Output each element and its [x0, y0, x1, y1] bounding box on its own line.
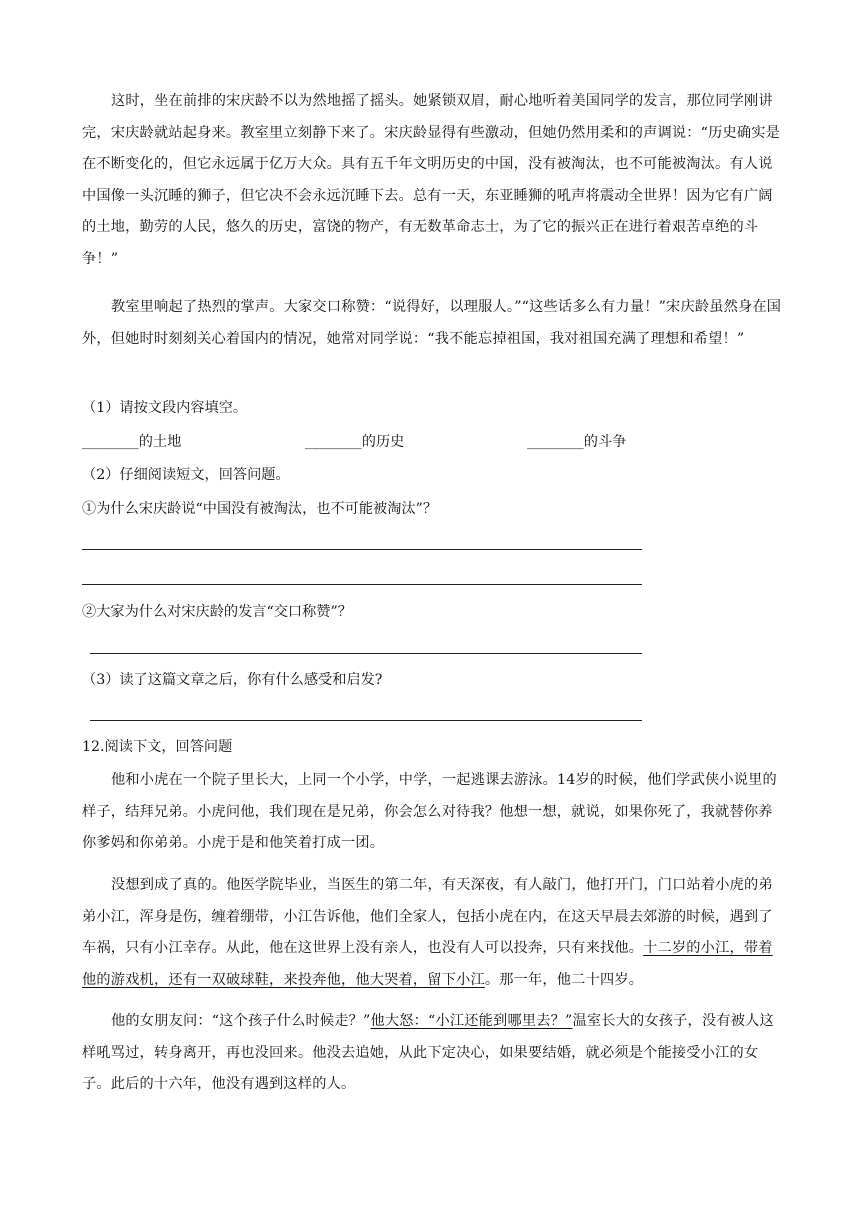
fill-blank-1[interactable]: [82, 431, 181, 451]
story-paragraph-1: 他和小虎在一个院子里长大，上同一个小学，中学，一起逃课去游泳。14岁的时候，他们学武侠小说里的样子，结拜兄弟。小虎问他，我们现在是兄弟，你会怎么对待我？他想一想，就说，如果你死了，我就替你养你爹妈和你弟弟。小虎于是和他笑着打成一团。: [82, 772, 777, 851]
blank-line[interactable]: ________: [305, 434, 362, 450]
answer-line[interactable]: [90, 653, 642, 654]
passage-paragraph-1: 这时，坐在前排的宋庆龄不以为然地摇了摇头。她紧锁双眉，耐心地听着美国同学的发言，那位同学刚讲完，宋庆龄就站起身来。教室里立刻静下来了。宋庆龄显得有些激动，但她仍然用柔和的声调说：“历史确实是在不断变化的，但它永远属于亿万大众。具有五千年文明历史的中国，没有被淘汰，也不可能被淘汰。有人说中国像一头沉睡的狮子，但它决不会永远沉睡下去。总有一天，东亚睡狮的吼声将震动全世界！因为它有广阔的土地，勤劳的人民，悠久的历史，富饶的物产，有无数革命志士，为了它的振兴正在进行着艰苦卓绝的斗争！”: [82, 93, 781, 267]
fill-blank-3[interactable]: [527, 431, 626, 451]
fill-label-2: 的历史: [361, 434, 405, 450]
underlined-sentence-1: 十二岁的小江，带着他的游戏机，还有一双破球鞋，来投奔他，他大哭着，留下小江: [82, 940, 773, 988]
blank-line[interactable]: ________: [82, 434, 139, 450]
question-2a: ①为什么宋庆龄说“中国没有被淘汰，也不可能被淘汰”？: [82, 501, 438, 517]
question-2b: ②大家为什么对宋庆龄的发言“交口称赞”？: [82, 604, 352, 620]
answer-line[interactable]: [82, 584, 642, 585]
story-paragraph-3: [82, 1006, 782, 1101]
question-1-prompt: （1）请按文段内容填空。: [82, 400, 248, 416]
story-paragraph-2: [82, 870, 782, 996]
story-paragraph-3-text: 他的女朋友问：“这个孩子什么时候走？”: [111, 1013, 371, 1029]
story-paragraph-2-end: 。那一年，他二十四岁。: [484, 971, 644, 988]
answer-line[interactable]: [82, 549, 642, 550]
underlined-sentence-2: 他大怒：“小江还能到哪里去？”: [370, 1013, 573, 1029]
section-12-heading: 12.阅读下文，回答问题: [82, 739, 233, 755]
question-3-prompt: （3）读了这篇文章之后，你有什么感受和启发?: [82, 672, 383, 688]
story-paragraph-3-end: 温室长大的女孩子，没有被人这样吼骂过，转身离开，再也没回来。他没去追她，从此下定决心，如果要结婚，就必须是个能接受小江的女子。此后的十六年，他没有遇到这样的人。: [82, 1013, 774, 1092]
fill-blank-2[interactable]: [305, 431, 404, 451]
fill-label-1: 的土地: [138, 434, 182, 450]
question-2-prompt: （2）仔细阅读短文，回答问题。: [82, 467, 290, 483]
answer-line[interactable]: [90, 720, 642, 721]
story-paragraph-2-text: 没想到成了真的。他医学院毕业，当医生的第二年，有天深夜，有人敲门，他打开门，门口站着小虎的弟弟小江，浑身是伤，缠着绷带，小江告诉他，他们全家人，包括小虎在内，在这天早晨去郊游的时候，遇到了车祸，只有小江幸存。从此，他在这世界上没有亲人，也没有人可以投奔，只有来找他。: [82, 877, 773, 956]
fill-label-3: 的斗争: [583, 434, 627, 450]
blank-line[interactable]: ________: [527, 434, 584, 450]
passage-paragraph-2: 教室里响起了热烈的掌声。大家交口称赞：“说得好，以理服人。”“这些话多么有力量！”宋庆龄虽然身在国外，但她时时刻刻关心着国内的情况，她常对同学说：“我不能忘掉祖国，我对祖国充满了理想和希望！”: [82, 299, 782, 347]
